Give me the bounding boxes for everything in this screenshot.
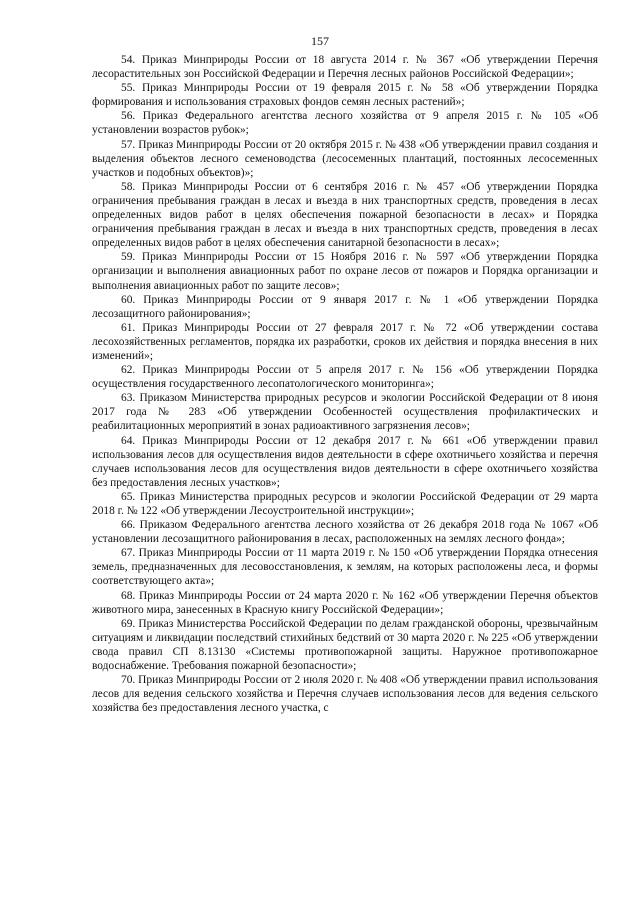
list-item: 70. Приказ Минприроды России от 2 июля 2020 г. № 408 «Об утверждении правил использования лесов для ведения сельского хозяйства и Перечня случаев использования лесов для ведения сельского хозяйства без предоставления лесного участка, с — [92, 674, 598, 715]
list-item: 59. Приказ Минприроды России от 15 Ноября 2016 г. № 597 «Об утверждении Порядка организации и выполнения авиационных работ по охране лесов от пожаров и Порядка организации и выполнения авиационных работ по защите лесов»; — [92, 251, 598, 292]
list-item: 58. Приказ Минприроды России от 6 сентября 2016 г. № 457 «Об утверждении Порядка ограничения пребывания граждан в лесах и въезда в них транспортных средств, проведения в лесах определенных видов работ в целях обеспечения пожарной безопасности в лесах» и Порядка ограничения пребывания граждан в лесах и въезда в них транспортных средств, проведения в лесах определенных видов работ в целях обеспечения санитарной безопасности в лесах»; — [92, 180, 598, 250]
list-item: 68. Приказ Минприроды России от 24 марта 2020 г. № 162 «Об утверждении Перечня объектов животного мира, занесенных в Красную книгу Российской Федерации»; — [92, 589, 598, 616]
list-item: 65. Приказ Министерства природных ресурсов и экологии Российской Федерации от 29 марта 2018 г. № 122 «Об утверждении Лесоустроительной инструкции»; — [92, 490, 598, 517]
list-item: 69. Приказ Министерства Российской Федерации по делам гражданской обороны, чрезвычайным ситуациям и ликвидации последствий стихийных бедствий от 30 марта 2020 г. № 225 «Об утверждении свода правил СП 8.13130 «Системы противопожарной защиты. Наружное противопожарное водоснабжение. Требования пожарной безопасности»; — [92, 617, 598, 673]
list-item: 64. Приказ Минприроды России от 12 декабря 2017 г. № 661 «Об утверждении правил использования лесов для осуществления видов деятельности в сфере охотничьего хозяйства и перечня случаев использования лесов для осуществления видов деятельности в сфере охотничьего хозяйства без предоставления лесных участков»; — [92, 434, 598, 489]
list-item: 67. Приказ Минприроды России от 11 марта 2019 г. № 150 «Об утверждении Порядка отнесения земель, предназначенных для лесовосстановления, к землям, на которых расположены леса, и формы соответствующего акта»; — [92, 547, 598, 588]
list-item: 54. Приказ Минприроды России от 18 августа 2014 г. № 367 «Об утверждении Перечня лесорастительных зон Российской Федерации и Перечня лесных районов Российской Федерации»; — [92, 54, 598, 81]
regulations-list — [92, 53, 598, 715]
list-item: 57. Приказ Минприроды России от 20 октября 2015 г. № 438 «Об утверждении правил создания и выделения объектов лесного семеноводства (лесосеменных плантаций, постоянных лесосеменных участков и подобных объектов)»; — [92, 138, 598, 179]
list-item: 66. Приказом Федерального агентства лесного хозяйства от 26 декабря 2018 года № 1067 «Об установлении лесозащитного районирования в лесах, расположенных на землях лесного фонда»; — [92, 519, 598, 546]
list-item: 62. Приказ Минприроды России от 5 апреля 2017 г. № 156 «Об утверждении Порядка осуществления государственного лесопатологического мониторинга»; — [92, 364, 598, 391]
list-item: 60. Приказ Минприроды России от 9 января 2017 г. № 1 «Об утверждении Порядка лесозащитного районирования»; — [92, 293, 598, 320]
list-item: 61. Приказ Минприроды России от 27 февраля 2017 г. № 72 «Об утверждении состава лесохозяйственных регламентов, порядка их разработки, сроков их действия и порядка внесения в них изменений»; — [92, 321, 598, 362]
list-item: 63. Приказом Министерства природных ресурсов и экологии Российской Федерации от 8 июня 2017 года № 283 «Об утверждении Особенностей осуществления профилактических и реабилитационных мероприятий в зонах радиоактивного загрязнения лесов»; — [92, 392, 598, 433]
list-item: 55. Приказ Минприроды России от 19 февраля 2015 г. № 58 «Об утверждении Порядка формирования и использования страховых фондов семян лесных растений»; — [92, 82, 598, 109]
page-number: 157 — [311, 34, 329, 48]
list-item: 56. Приказ Федерального агентства лесного хозяйства от 9 апреля 2015 г. № 105 «Об установлении возрастов рубок»; — [92, 110, 598, 137]
